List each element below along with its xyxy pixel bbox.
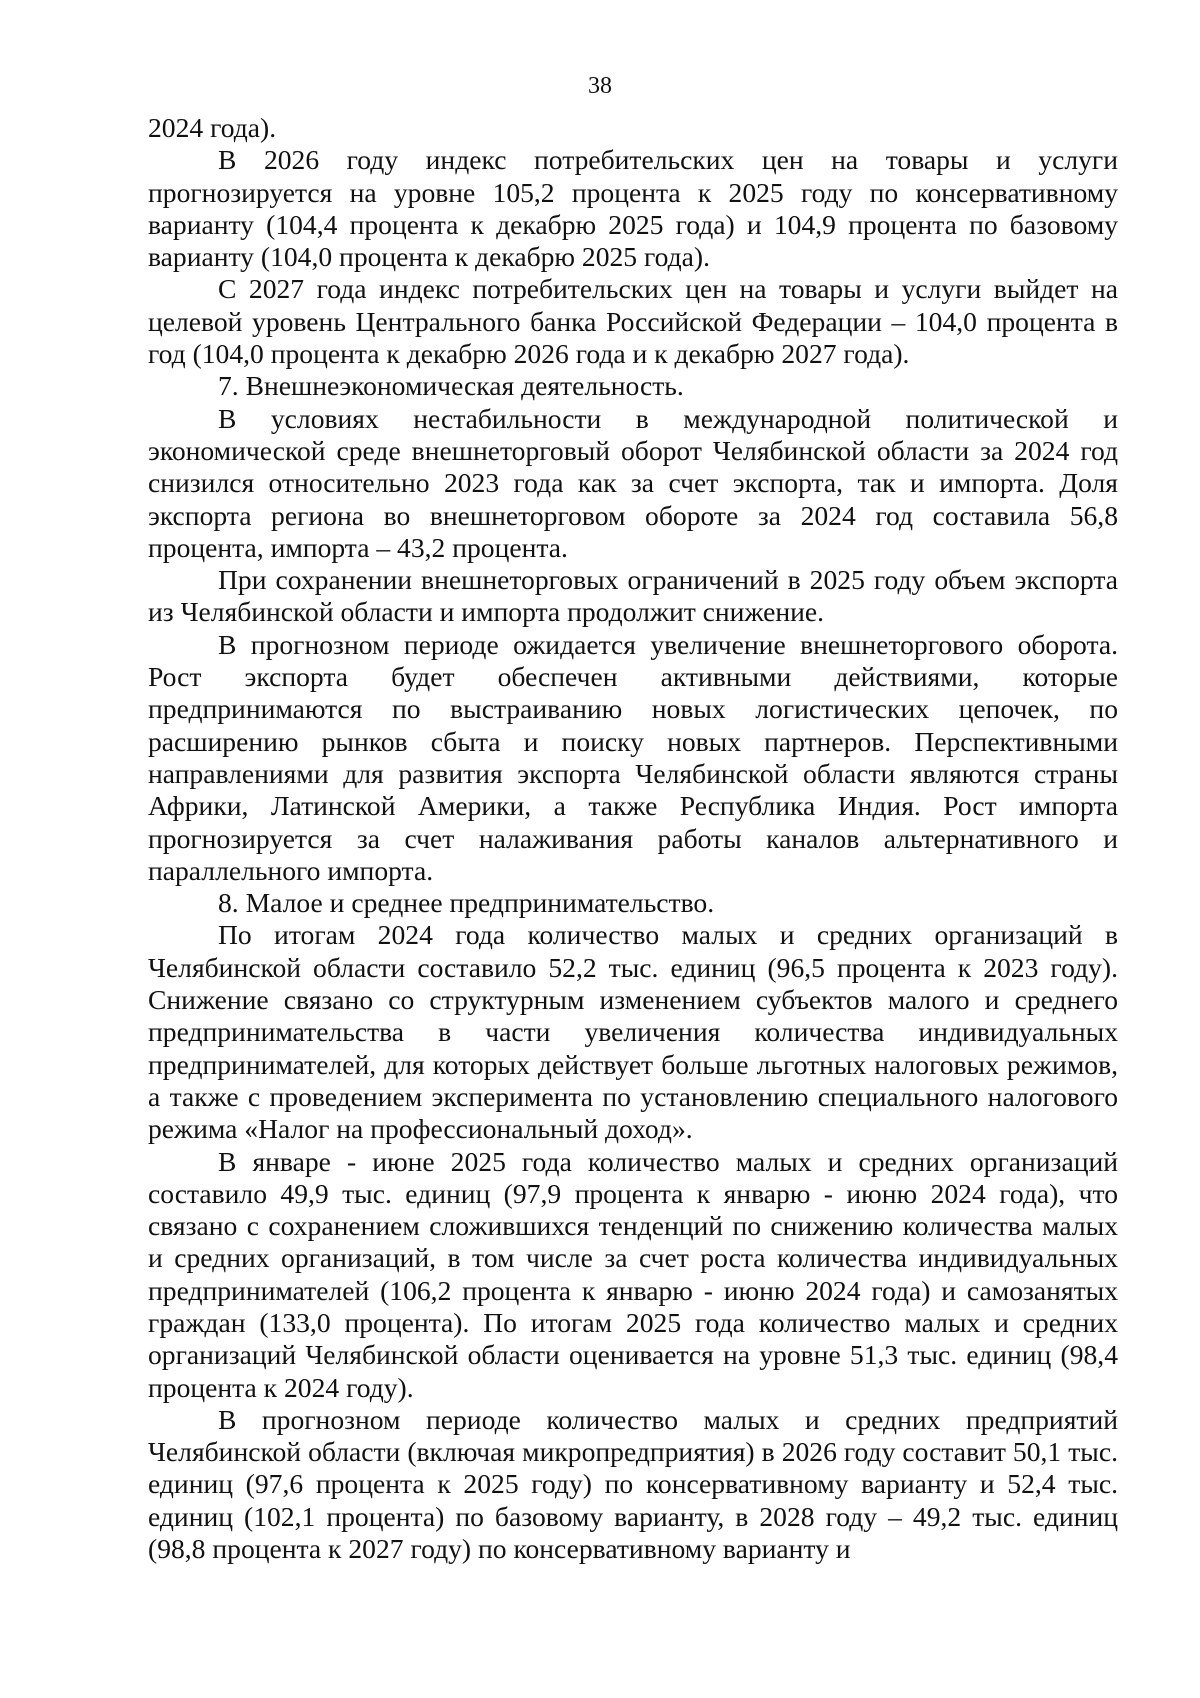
paragraph-trade-turnover: В условиях нестабильности в международной политической и экономической среде внешнеторговый оборот Челябинской области за 2024 год снизился относительно 2023 года как за счет экспорта, так и импорта. Доля экспорта региона во внешнеторговом обороте за 2024 год составила 56,8 процента, импорта – 43,2 процента. [148, 402, 1118, 563]
paragraph-sme-2025: В январе - июне 2025 года количество малых и средних организаций составило 49,9 тыс. единиц (97,9 процента к январю - июню 2024 года), что связано с сохранением сложившихся тенденций по снижению количества малых и средних организаций, в том числе за счет роста количества индивидуальных предпринимателей (106,2 процента к январю - июню 2024 года) и самозанятых граждан (133,0 процента). По итогам 2025 года количество малых и средних организаций Челябинской области оценивается на уровне 51,3 тыс. единиц (98,4 процента к 2024 году). [148, 1145, 1118, 1403]
paragraph-cpi-2027: С 2027 года индекс потребительских цен на товары и услуги выйдет на целевой уровень Центрального банка Российской Федерации – 104,0 процента в год (104,0 процента к декабрю 2026 года и к декабрю 2027 года). [148, 273, 1118, 370]
page-number: 38 [588, 73, 612, 99]
section-heading-small-business: 8. Малое и среднее предпринимательство. [218, 887, 715, 919]
document-body [148, 112, 1118, 1565]
paragraph-sme-forecast: В прогнозном периоде количество малых и средних предприятий Челябинской области (включая микропредприятия) в 2026 году составит 50,1 тыс. единиц (97,6 процента к 2025 году) по консервативному варианту и 52,4 тыс. единиц (102,1 процента) по базовому варианту, в 2028 году – 49,2 тыс. единиц (98,8 процента к 2027 году) по консервативному варианту и [148, 1403, 1118, 1565]
paragraph-trade-restrictions: При сохранении внешнеторговых ограничений в 2025 году объем экспорта из Челябинской области и импорта продолжит снижение. [148, 564, 1118, 628]
paragraph-continuation: 2024 года). [148, 112, 277, 143]
paragraph-cpi-2026: В 2026 году индекс потребительских цен на товары и услуги прогнозируется на уровне 105,2 процента к 2025 году по консервативному варианту (104,4 процента к декабрю 2025 года) и 104,9 процента по базовому варианту (104,0 процента к декабрю 2025 года). [148, 144, 1118, 273]
section-heading-foreign-trade: 7. Внешнеэкономическая деятельность. [218, 370, 684, 402]
paragraph-sme-2024: По итогам 2024 года количество малых и средних организаций в Челябинской области составило 52,2 тыс. единиц (96,5 процента к 2023 году). Снижение связано со структурным изменением субъектов малого и среднего предпринимательства в части увеличения количества индивидуальных предпринимателей, для которых действует больше льготных налоговых режимов, а также с проведением эксперимента по установлению специального налогового режима «Налог на профессиональный доход». [148, 919, 1118, 1145]
paragraph-trade-forecast: В прогнозном периоде ожидается увеличение внешнеторгового оборота. Рост экспорта будет обеспечен активными действиями, которые предпринимаются по выстраиванию новых логистических цепочек, по расширению рынков сбыта и поиску новых партнеров. Перспективными направлениями для развития экспорта Челябинской области являются страны Африки, Латинской Америки, а также Республика Индия. Рост импорта прогнозируется за счет налаживания работы каналов альтернативного и параллельного импорта. [148, 628, 1118, 886]
